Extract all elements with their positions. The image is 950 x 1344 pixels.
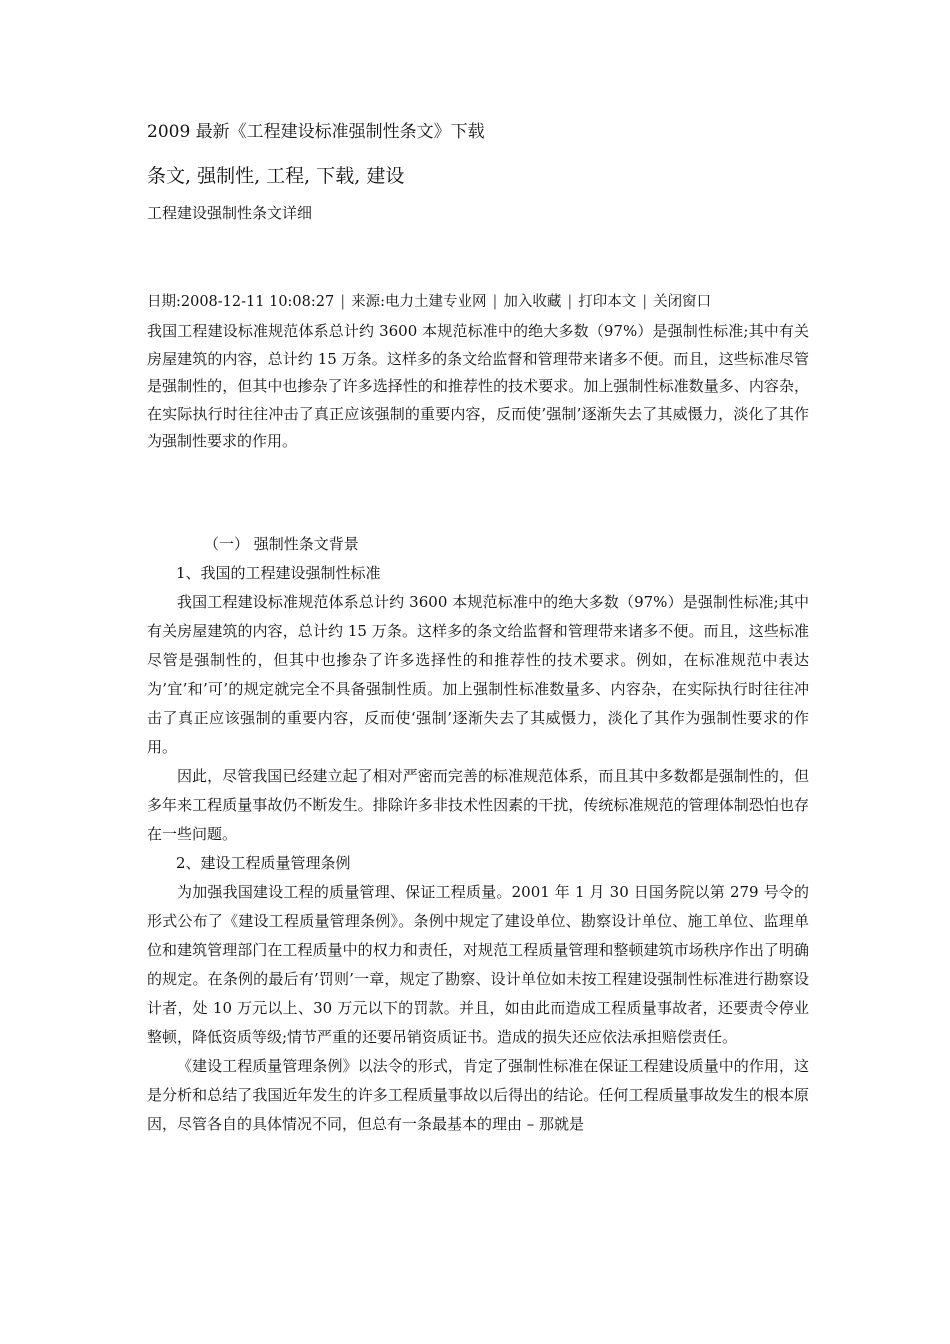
- article-source: 来源:电力土建专业网: [351, 294, 487, 310]
- meta-separator: |: [642, 294, 648, 310]
- article-body: [147, 530, 809, 1139]
- article-meta-bar: [147, 290, 711, 311]
- subsection-heading-1: 1、我国的工程建设强制性标准: [176, 564, 381, 582]
- meta-separator: |: [340, 294, 346, 310]
- add-favorite-link[interactable]: 加入收藏: [503, 294, 562, 310]
- print-article-link[interactable]: 打印本文: [578, 294, 637, 310]
- body-paragraph-3: 为加强我国建设工程的质量管理、保证工程质量。2001 年 1 月 30 日国务院以第 279 号令的形式公布了《建设工程质量管理条例》。条例中规定了建设单位、勘察设计单位、施工单位、监理单位和建筑管理部门在工程质量中的权力和责任，对规范工程质量管理和整顿建筑市场秩序作出了明确的规定。在条例的最后有’罚则’一章，规定了勘察、设计单位如未按工程建设强制性标准进行勘察设计者，处 10 万元以上、30 万元以下的罚款。并且，如由此而造成工程质量事故者，还要责令停业整顿，降低资质等级;情节严重的还要吊销资质证书。造成的损失还应依法承担赔偿责任。: [147, 883, 809, 1046]
- section-heading: （一） 强制性条文背景: [204, 535, 359, 553]
- article-intro: 我国工程建设标准规范体系总计约 3600 本规范标准中的绝大多数（97%）是强制性标准;其中有关房屋建筑的内容，总计约 15 万条。这样多的条文给监督和管理带来诸多不便。而且，这些标准尽管是强制性的，但其中也掺杂了许多选择性的和推荐性的技术要求。加上强制性标准数量多、内容杂，在实际执行时往往冲击了真正应该强制的重要内容，反而使’强制’逐渐失去了其威慑力，淡化了其作为强制性要求的作用。: [147, 322, 809, 450]
- meta-separator: |: [492, 294, 498, 310]
- body-paragraph-2: 因此，尽管我国已经建立起了相对严密而完善的标准规范体系，而且其中多数都是强制性的，但多年来工程质量事故仍不断发生。排除许多非技术性因素的干扰，传统标准规范的管理体制恐怕也存在一些问题。: [147, 767, 809, 843]
- meta-separator: |: [567, 294, 573, 310]
- article-subtitle: 工程建设强制性条文详细: [147, 204, 313, 222]
- publish-date: 日期:2008-12-11 10:08:27: [147, 294, 335, 310]
- article-title: 2009 最新《工程建设标准强制性条文》下载: [147, 122, 485, 142]
- body-paragraph-1: 我国工程建设标准规范体系总计约 3600 本规范标准中的绝大多数（97%）是强制性标准;其中有关房屋建筑的内容，总计约 15 万条。这样多的条文给监督和管理带来诸多不便。而且，这些标准尽管是强制性的，但其中也掺杂了许多选择性的和推荐性的技术要求。例如，在标准规范中表达为’宜’和’可’的规定就完全不具备强制性质。加上强制性标准数量多、内容杂，在实际执行时往往冲击了真正应该强制的重要内容，反而使‘强制’逐渐失去了其威慑力，淡化了其作为强制性要求的作用。: [147, 593, 809, 756]
- close-window-link[interactable]: 关闭窗口: [653, 294, 712, 310]
- subsection-heading-2: 2、建设工程质量管理条例: [176, 854, 351, 872]
- body-paragraph-4: 《建设工程质量管理条例》以法令的形式，肯定了强制性标准在保证工程建设质量中的作用，这是分析和总结了我国近年发生的许多工程质量事故以后得出的结论。任何工程质量事故发生的根本原因，尽管各自的具体情况不同，但总有一条最基本的理由 – 那就是: [147, 1057, 809, 1133]
- article-keywords: 条文, 强制性, 工程, 下载, 建设: [147, 165, 405, 187]
